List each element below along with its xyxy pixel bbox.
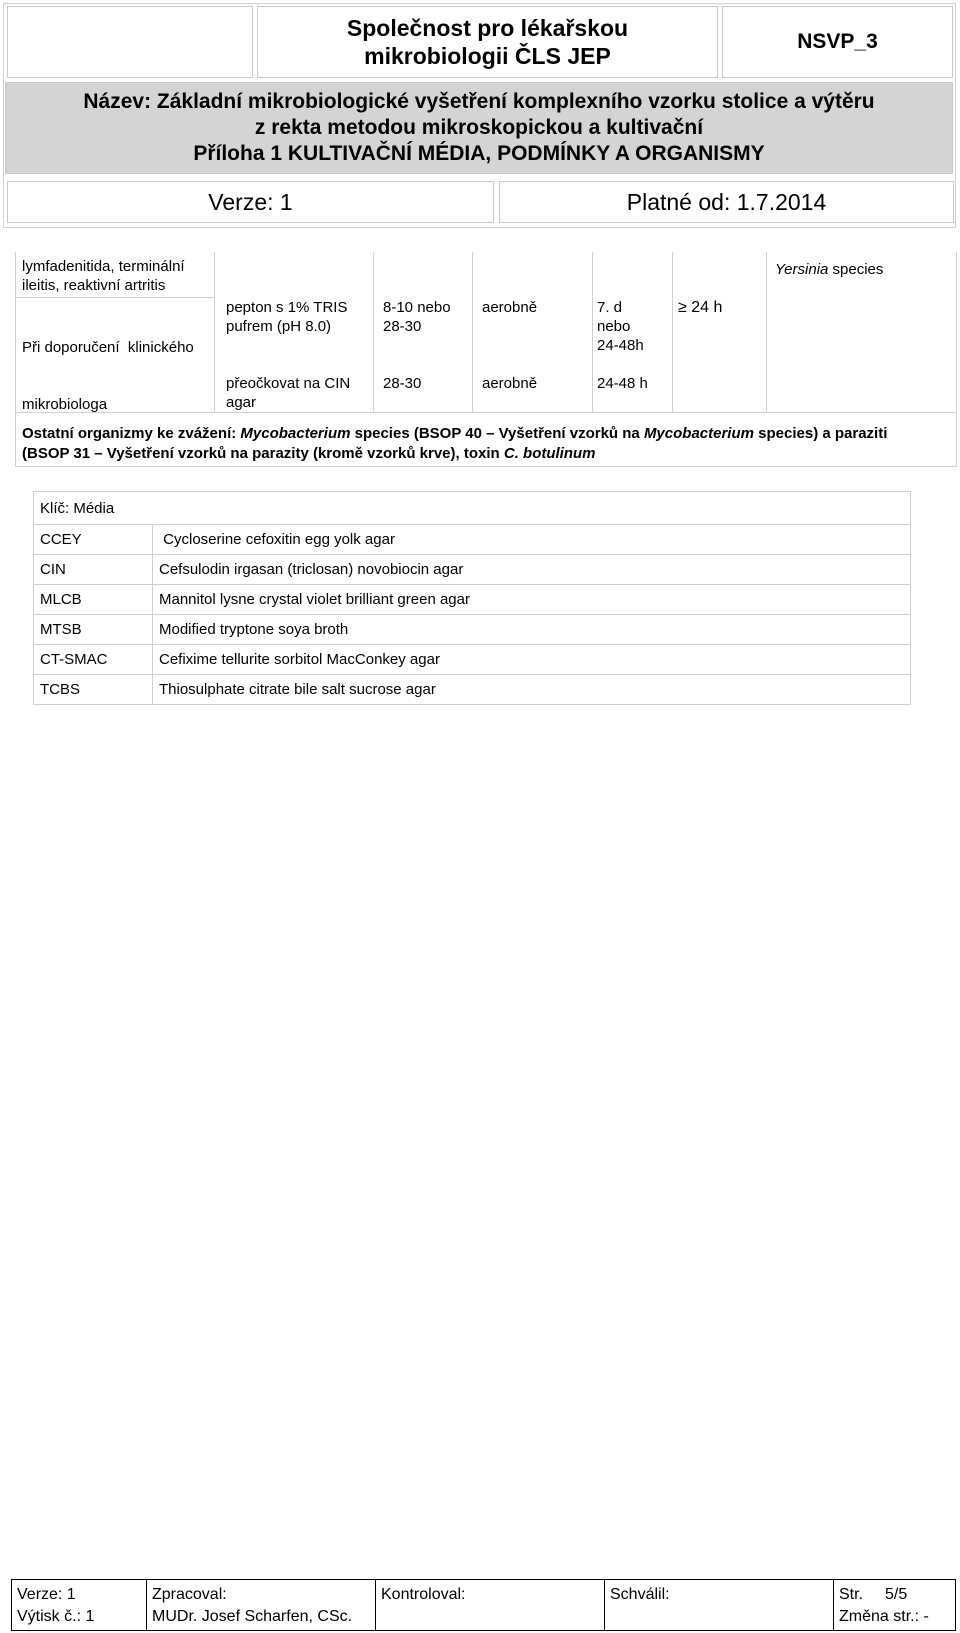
organization-line-1: Společnost pro lékařskou [346,15,629,41]
subculture-time-text: 24-48 h [597,375,648,392]
note-part-3: species) a paraziti (BSOP 31 – Vyšetření vzorků na parazity (kromě vzorků krve), toxin [22,425,892,462]
table-row [34,645,911,675]
indication-2-line-2: mikrobiologa [22,396,108,413]
footer-approved-label: Schválil: [610,1586,670,1603]
key-name: Thiosulphate citrate bile salt sucrose agar [153,675,911,705]
other-organisms-note [22,424,932,464]
medium-text [226,298,347,336]
incubation-time-text [597,298,644,355]
atmosphere-text: aerobně [482,299,538,316]
footer-version-cell [12,1580,147,1631]
organism-text [775,260,883,279]
table-row [34,615,911,645]
doc-code: NSVP_3 [797,30,878,53]
indication-2-line-1: Při doporučení klinického [22,339,194,356]
footer-page-label: Str. [839,1586,864,1603]
indication-text [22,257,185,295]
footer-version: Verze: 1 [17,1586,76,1603]
temperature-line-2: 28-30 [383,318,422,335]
key-abbr: MTSB [34,615,153,645]
footer-page-cell [834,1580,956,1631]
indication-line-2: ileitis, reaktivní artritis [22,277,166,294]
min-time-text: ≥ 24 h [678,299,723,316]
organization-line-2: mikrobiologii ČLS JEP [364,43,611,69]
incubation-time-line-1: 7. d [597,299,623,316]
key-name: Cefsulodin irgasan (triclosan) novobiocin agar [153,555,911,585]
table-row [34,585,911,615]
col-divider-3 [472,252,473,412]
key-heading-row [34,492,911,525]
col-divider-5 [672,252,673,412]
temperature-line-1: 8-10 nebo [383,299,451,316]
table-row [34,555,911,585]
table-right-border [956,252,957,466]
subculture-temperature-text: 28-30 [383,375,422,392]
footer-page-value: 5/5 [885,1586,908,1603]
valid-from-label: Platné od: 1.7.2014 [626,188,827,215]
key-name: Mannitol lysne crystal violet brilliant green agar [153,585,911,615]
organism-species: species [828,261,884,278]
footer-print-no: Výtisk č.: 1 [17,1608,95,1625]
footer-checked-label: Kontroloval: [381,1586,466,1603]
indication-line-1: lymfadenitida, terminální [22,258,185,275]
incubation-time-line-2: nebo [597,318,631,335]
table-left-border [15,252,16,466]
footer-prepared-label: Zpracoval: [152,1586,227,1603]
footer-prepared-cell [147,1580,376,1631]
title-line-1: Název: Základní mikrobiologické vyšetření komplexního vzorku stolice a výtěru [83,90,875,113]
key-name: Cycloserine cefoxitin egg yolk agar [153,525,911,555]
col-divider-2 [373,252,374,412]
key-abbr: CT-SMAC [34,645,153,675]
footer-approved-cell [605,1580,834,1631]
key-name: Cefixime tellurite sorbitol MacConkey agar [153,645,911,675]
key-abbr: CCEY [34,525,153,555]
subculture-medium-line-2: agar [226,394,257,411]
version-label: Verze: 1 [208,188,293,215]
table-row [34,525,911,555]
note-italic-2: Mycobacterium [643,425,754,442]
header-doc-code [722,6,953,78]
footer-table [11,1579,956,1631]
table-row [34,675,911,705]
table-bottom-border [15,466,957,467]
indication-2-text [22,300,194,433]
key-abbr: MLCB [34,585,153,615]
note-part-2: species (BSOP 40 – Vyšetření vzorků na [350,425,644,442]
key-name: Modified tryptone soya broth [153,615,911,645]
footer-change-label: Změna str.: - [839,1608,929,1625]
document-title [5,82,953,174]
incubation-time-line-3: 24-48h [597,337,644,354]
key-abbr: TCBS [34,675,153,705]
medium-line-1: pepton s 1% TRIS [226,299,348,316]
footer-checked-cell [376,1580,605,1631]
subculture-medium-text [226,374,350,412]
header-version-cell [7,181,494,223]
note-italic-1: Mycobacterium [240,425,351,442]
footer-prepared-by: MUDr. Josef Scharfen, CSc. [152,1608,353,1625]
key-heading: Klíč: Média [34,492,911,525]
header-organization [257,6,718,78]
key-abbr: CIN [34,555,153,585]
media-key-table [33,491,911,705]
temperature-text [383,298,451,336]
indication-divider [15,297,214,298]
subculture-atmosphere-text: aerobně [482,375,538,392]
subculture-medium-line-1: přeočkovat na CIN [226,375,351,392]
organism-genus: Yersinia [775,261,829,278]
col-divider-6 [766,252,767,412]
col-divider-4 [592,252,593,412]
note-italic-3: C. botulinum [503,445,596,462]
note-part-1: Ostatní organizmy ke zvážení: [22,425,241,442]
medium-line-2: pufrem (pH 8.0) [226,318,332,335]
header-logo-cell [7,6,253,78]
col-divider-1 [214,252,215,412]
title-line-3: Příloha 1 KULTIVAČNÍ MÉDIA, PODMÍNKY A ORGANISMY [193,142,765,165]
title-line-2: z rekta metodou mikroskopickou a kultivační [254,116,704,139]
header-valid-from-cell [499,181,954,223]
